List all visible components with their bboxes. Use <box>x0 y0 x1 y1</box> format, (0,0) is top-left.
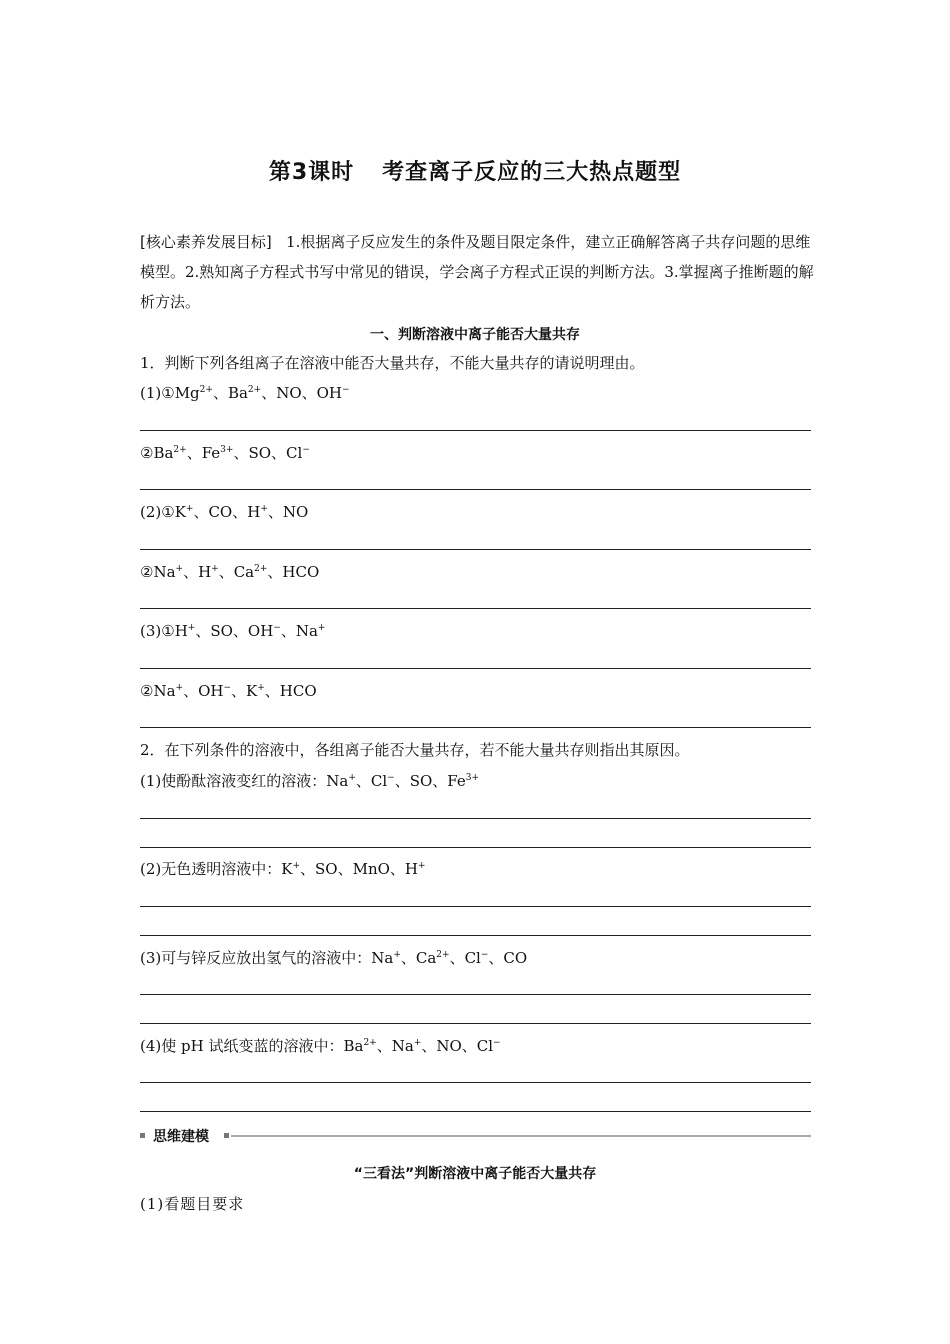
q1-item-6: ②Na+、OH−、K+、HCO <box>140 682 317 700</box>
question-1-stem: 1．判断下列各组离子在溶液中能否大量共存，不能大量共存的请说明理由。 <box>140 354 645 372</box>
model-heading: “三看法”判断溶液中离子能否大量共存 <box>353 1166 597 1182</box>
model-step-1: (1)看题目要求 <box>140 1195 245 1213</box>
section-heading-1: 一、判断溶液中离子能否大量共存 <box>370 327 580 343</box>
answer-line[interactable] <box>140 727 811 728</box>
answer-line[interactable] <box>140 430 811 431</box>
q1-item-1: $(1)①Mg^{2+}$、$Ba^{2+}$、NO、OH− <box>140 384 350 402</box>
answer-line[interactable] <box>140 847 811 848</box>
answer-line[interactable] <box>140 1023 811 1024</box>
q2-item-4: (4)使 pH 试纸变蓝的溶液中：$Ba^{2+}$、Na+、NO、Cl− <box>140 1037 501 1055</box>
title-topic: 考查离子反应的三大热点题型 <box>382 160 682 185</box>
q2-item-1: (1)使酚酞溶液变红的溶液：Na+、Cl−、SO、$Fe^{3+}$ <box>140 772 480 790</box>
divider <box>231 1135 811 1137</box>
title-lesson: 课时 <box>308 160 355 185</box>
answer-line[interactable] <box>140 489 811 490</box>
answer-line[interactable] <box>140 906 811 907</box>
square-bullet-icon <box>140 1133 145 1138</box>
q1-item-3: (2)①K+、CO、H+、NO <box>140 503 309 521</box>
square-bullet-icon <box>224 1133 229 1138</box>
answer-line[interactable] <box>140 1082 811 1083</box>
answer-line[interactable] <box>140 668 811 669</box>
answer-line[interactable] <box>140 935 811 936</box>
thinking-model-label: 思维建模 <box>153 1129 209 1145</box>
answer-line[interactable] <box>140 549 811 550</box>
question-2-stem: 2．在下列条件的溶液中，各组离子能否大量共存，若不能大量共存则指出其原因。 <box>140 741 690 759</box>
title-prefix: 第 <box>268 160 292 185</box>
core-goals <box>140 227 816 317</box>
q1-item-2: $②Ba^{2+}$、$Fe^{3+}$、SO、Cl− <box>140 444 310 462</box>
answer-line[interactable] <box>140 994 811 995</box>
goals-label: [核心素养发展目标] <box>140 233 272 251</box>
q1-item-4: ②Na+、H+、$Ca^{2+}$、HCO <box>140 563 320 581</box>
q1-item-5: (3)①H+、SO、OH−、Na+ <box>140 622 326 640</box>
q2-item-2: (2)无色透明溶液中：K+、SO、MnO、H+ <box>140 860 426 878</box>
q2-item-3: (3)可与锌反应放出氢气的溶液中：Na+、$Ca^{2+}$、Cl−、CO <box>140 949 528 967</box>
answer-line[interactable] <box>140 1111 811 1112</box>
answer-line[interactable] <box>140 818 811 819</box>
page-title <box>0 155 950 186</box>
title-number: 3 <box>291 160 309 185</box>
answer-line[interactable] <box>140 608 811 609</box>
goals-text: 1.根据离子反应发生的条件及题目限定条件，建立正确解答离子共存问题的思维模型。2.熟知离子方程式书写中常见的错误，学会离子方程式正误的判断方法。3.掌握离子推断题的解析方法。 <box>140 233 814 311</box>
thinking-model-header <box>140 1126 811 1146</box>
